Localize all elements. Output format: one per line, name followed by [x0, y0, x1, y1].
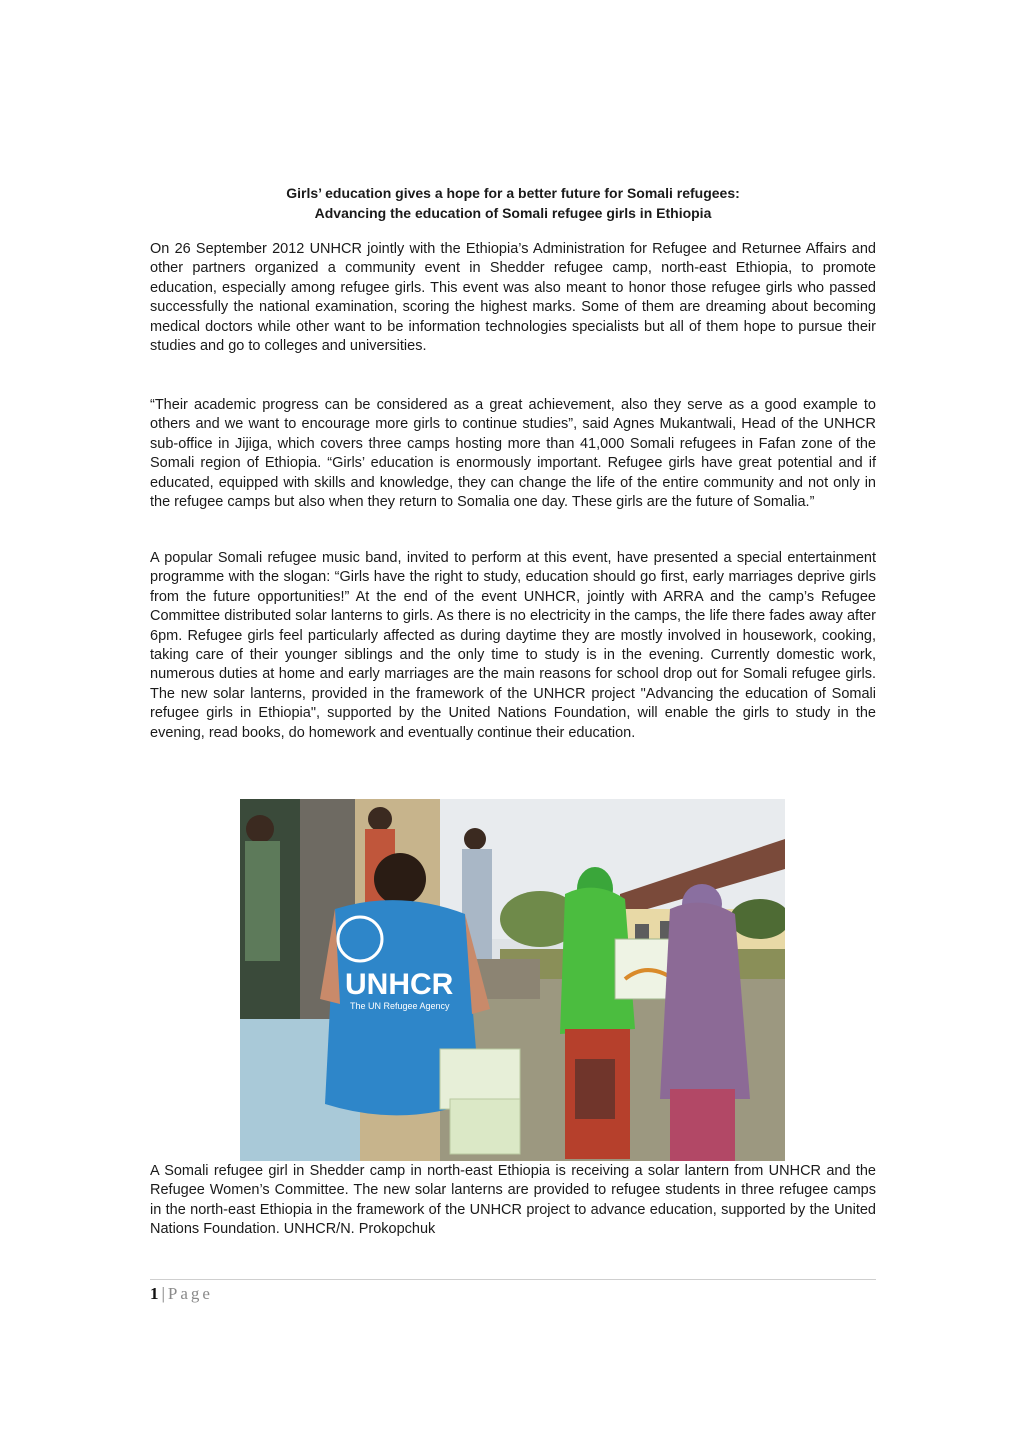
article-title: [150, 183, 876, 223]
photo-caption: A Somali refugee girl in Shedder camp in north-east Ethiopia is receiving a solar lantern from UNHCR and the Refugee Women’s Committee. The new solar lanterns are provided to refugee students in three refugee camps in the north-east Ethiopia in the framework of the UNHCR project to advance education, supported by the United Nations Foundation. UNHCR/N. Prokopchuk: [150, 1163, 876, 1238]
title-line-1: Girls’ education gives a hope for a better future for Somali refugees:: [286, 185, 740, 201]
paragraph-3: A popular Somali refugee music band, invited to perform at this event, have presented a special entertainment programme with the slogan: “Girls have the right to study, education should go first, early marriages deprive girls from the future opportunities!” At the end of the event UNHCR, jointly with ARRA and the camp’s Refugee Committee distributed solar lanterns to girls. As there is no electricity in the camps, the life there fades away after 6pm. Refugee girls feel particularly affected as during daytime they are mostly involved in housework, cooking, taking care of their younger siblings and the only time to study is in the evening. Currently domestic work, numerous duties at home and early marriages are the main reasons for school drop out for Somali refugee girls. The new solar lanterns, provided in the framework of the UNHCR project "Advancing the education of Somali refugee girls in Ethiopia", supported by the United Nations Foundation, will enable the girls to study in the evening, read books, do homework and eventually continue their education.: [150, 550, 876, 741]
vest-logo-subtext: The UN Refugee Agency: [350, 1001, 450, 1011]
page-number: 1: [150, 1284, 159, 1303]
paragraph-2: “Their academic progress can be considered as a great achievement, also they serve as a good example to others and we want to encourage more girls to continue studies”, said Agnes Mukantwali, Head of the UNHCR sub-office in Jijiga, which covers three camps hosting more than 41,000 Somali refugees in Fafan zone of the Somali region of Ethiopia. “Girls’ education is enormously important. Refugee girls have great potential and if educated, equipped with skills and knowledge, they can change the life of the entire community and not only in the refugee camps but also when they return to Somalia one day. These girls are the future of Somalia.”: [150, 397, 876, 511]
page-label: Page: [167, 1284, 213, 1303]
paragraph-1: On 26 September 2012 UNHCR jointly with the Ethiopia’s Administration for Refugee and Returnee Affairs and other partners organized a community event in Shedder refugee camp, north-east Ethiopia, to promote education, especially among refugee girls. This event was also meant to honor those refugee girls who passed successfully the national examination, scoring the highest marks. Some of them are dreaming about becoming medical doctors while other want to be information technologies specialists but all of them hope to pursue their studies and go to colleges and universities.: [150, 241, 876, 355]
page-footer: [150, 1284, 213, 1304]
footer-separator: |: [161, 1284, 165, 1303]
event-photo: [240, 799, 785, 1161]
vest-logo-text: UNHCR: [345, 968, 454, 1001]
title-line-2: Advancing the education of Somali refugee girls in Ethiopia: [314, 205, 712, 221]
footer-divider: [150, 1279, 876, 1280]
